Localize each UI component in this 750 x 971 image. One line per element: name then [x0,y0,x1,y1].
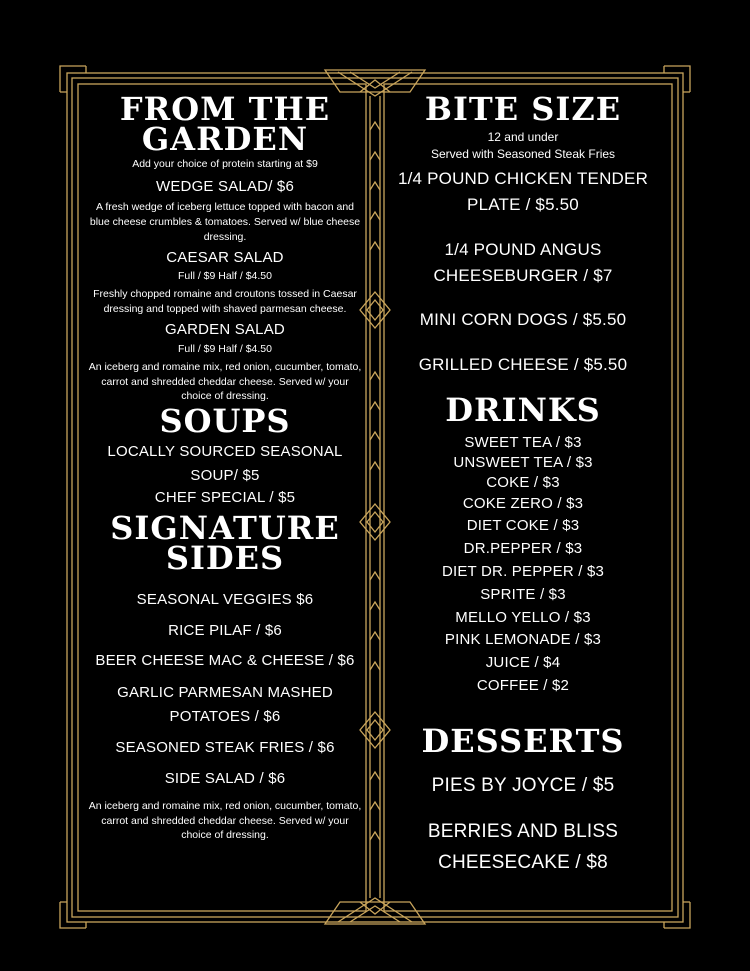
item-description: Freshly chopped romaine and croutons tossed in Caesar dressing and topped with shaved parmesan cheese. [93,288,357,316]
soups-title: SOUPS [159,402,291,441]
protein-note: Add your choice of protein starting at $9 [132,158,318,171]
from-the-garden-section [88,90,362,404]
spine-chevrons-low [370,572,380,670]
signature-sides-section [88,508,362,844]
bite-size-section [392,90,654,377]
menu-item-wedge-salad: WEDGE SALAD/ $6 [155,178,295,196]
spine-chevrons-mid [370,372,380,470]
menu-item-garlic-mashed: GARLIC PARMESAN MASHED POTATOES / $6 [117,684,333,726]
left-column [88,90,362,843]
bite-size-title: BITE SIZE [424,90,622,128]
corner-tr [664,66,690,92]
item-description: An iceberg and romaine mix, red onion, cucumber, tomato, carrot and shredded cheddar cheese. Served w/ your choice of dressing. [88,360,362,403]
corner-br [664,902,690,928]
menu-item-caesar-salad: CAESAR SALAD [166,248,284,266]
item-description: A fresh wedge of iceberg lettuce topped with bacon and blue cheese crumbles & tomatoes. Served w/ blue cheese dressing. [89,200,361,243]
menu-item-chicken-tender: 1/4 POUND CHICKEN TENDER PLATE / $5.50 [397,168,649,215]
drink-item: COFFEE / $2 [476,677,570,695]
drink-item: DIET COKE / $3 [466,517,580,535]
drink-item: SWEET TEA / $3 [464,434,582,452]
menu-item-side-salad: SIDE SALAD / $6 [164,769,286,787]
drink-item: COKE ZERO / $3 [462,494,584,512]
spine-chevrons-top [370,122,380,250]
garden-title-line1: FROM THE [119,90,331,128]
side-salad-description: An iceberg and romaine mix, red onion, cucumber, tomato, carrot and shredded cheddar cheese. Served w/ your choice of dressing. [88,799,362,842]
soups-section [88,402,362,508]
spine-diamond-3 [360,712,390,748]
fries-note: Served with Seasoned Steak Fries [430,147,616,162]
item-price: Full / $9 Half / $4.50 [178,270,272,283]
menu-item-pies-by-joyce: PIES BY JOYCE / $5 [431,774,615,796]
menu-item-berries-cheesecake: BERRIES AND BLISS CHEESECAKE / $8 [427,821,619,873]
menu-item-chef-special: CHEF SPECIAL / $5 [154,488,296,506]
spine-diamond-1 [360,292,390,328]
menu-item-rice-pilaf: RICE PILAF / $6 [168,621,282,639]
drinks-list [392,433,654,698]
corner-bl [60,902,86,928]
item-price: Full / $9 Half / $4.50 [178,342,272,355]
spine-chevrons-bottom [370,772,380,840]
desserts-section [392,721,654,878]
menu-item-seasonal-veggies: SEASONAL VEGGIES $6 [136,590,314,608]
drink-item: COKE / $3 [486,473,560,491]
sides-title [88,508,362,577]
menu-item-steak-fries: SEASONED STEAK FRIES / $6 [115,739,335,757]
age-note: 12 and under [487,130,559,145]
drink-item: DR.PEPPER / $3 [463,540,583,558]
drinks-title: DRINKS [445,391,601,430]
menu-item-seasonal-soup: LOCALLY SOURCED SEASONAL SOUP/ $5 [107,443,343,484]
top-ornament [325,70,425,96]
menu-item-grilled-cheese: GRILLED CHEESE / $5.50 [418,354,628,374]
drink-item: JUICE / $4 [485,654,561,672]
desserts-title: DESSERTS [421,721,625,760]
drink-item: DIET DR. PEPPER / $3 [441,563,605,581]
drinks-section [392,391,654,698]
right-column [392,90,654,878]
corner-tl [60,66,86,92]
menu-item-angus-burger: 1/4 POUND ANGUS CHEESEBURGER / $7 [433,239,613,286]
menu-item-beer-cheese-mac: BEER CHEESE MAC & CHEESE / $6 [95,652,355,670]
drink-item: PINK LEMONADE / $3 [444,631,602,649]
spine-diamond-2 [360,504,390,540]
garden-title [88,90,362,159]
drink-item: UNSWEET TEA / $3 [453,454,593,472]
drink-item: MELLO YELLO / $3 [455,608,591,626]
garden-title-line2: GARDEN [141,120,309,159]
menu-item-garden-salad: GARDEN SALAD [165,321,285,338]
menu-item-corn-dogs: MINI CORN DOGS / $5.50 [419,309,627,329]
drink-item: SPRITE / $3 [480,585,566,603]
sides-title-line2: SIDES [165,538,285,577]
sides-title-line1: SIGNATURE [110,508,340,547]
